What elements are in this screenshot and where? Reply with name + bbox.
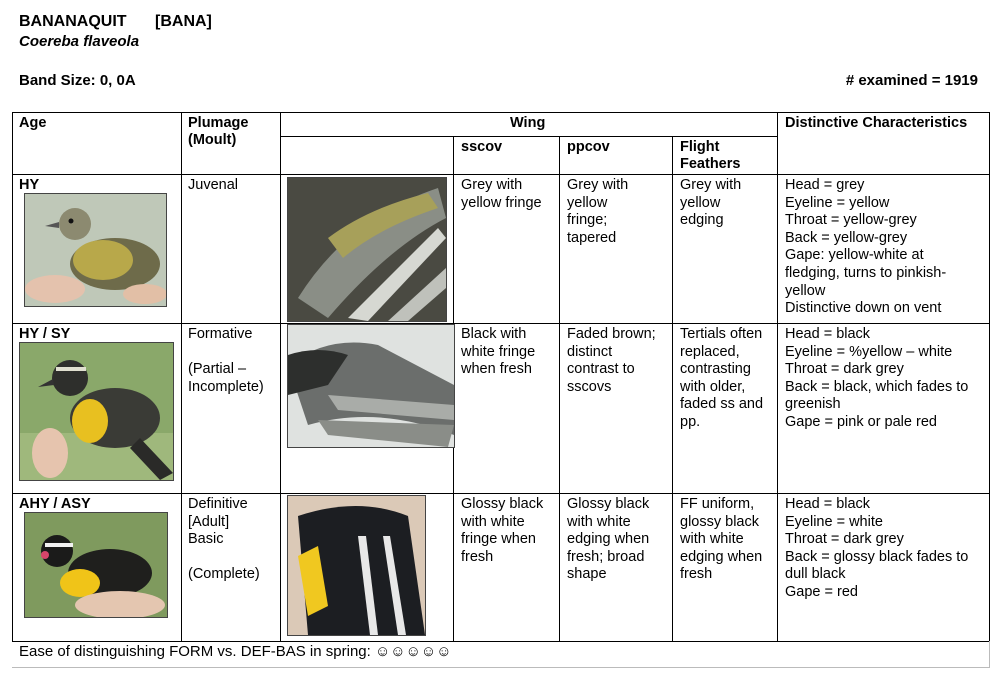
row-hy-sy-sscov: Black with white fringe when fresh	[461, 326, 536, 378]
row-ahy-asy-flight: FF uniform, glossy black with white edging when fresh	[680, 496, 763, 583]
row-hy-sy-plumage: Formative (Partial – Incomplete)	[188, 326, 264, 395]
col-header-distinctive: Distinctive Characteristics	[785, 115, 968, 131]
col-header-ppcov: ppcov	[567, 139, 610, 155]
col-header-wing: Wing	[510, 115, 546, 131]
col-header-plumage: Plumage	[188, 115, 249, 131]
bird-photo-hy	[24, 193, 167, 307]
col-header-flight: Flight	[680, 139, 720, 155]
row-hy-flight: Grey with yellow edging	[680, 177, 742, 229]
row-hy-sy-ppcov: Faded brown; distinct contrast to sscovs	[567, 326, 656, 395]
row-hy-sscov: Grey with yellow fringe	[461, 177, 542, 211]
row-hy-plumage: Juvenal	[188, 177, 238, 193]
ease-rating: Ease of distinguishing FORM vs. DEF-BAS in spring: ☺☺☺☺☺	[19, 643, 452, 660]
row-ahy-asy-plumage: Definitive [Adult] Basic (Complete)	[188, 496, 260, 583]
col-header-age: Age	[19, 115, 47, 131]
examined-count: # examined = 1919	[845, 72, 978, 89]
row-age-ahy-asy: AHY / ASY	[19, 496, 91, 512]
row-age-hy-sy: HY / SY	[19, 326, 71, 342]
row-hy-distinctive: Head = grey Eyeline = yellow Throat = yellow-grey Back = yellow-grey Gape: yellow-white at fledging, turns to pinkish- yellow Distinctive down on vent	[785, 177, 947, 317]
row-ahy-asy-ppcov: Glossy black with white edging when fresh; broad shape	[567, 496, 650, 583]
bird-photo-hy-sy	[19, 342, 174, 481]
col-header-feathers: Feathers	[680, 156, 741, 172]
col-header-sscov: sscov	[461, 139, 503, 155]
footer-edge	[989, 641, 990, 668]
wing-photo-ahy-asy	[287, 495, 426, 636]
col-header-moult: (Moult)	[188, 132, 237, 148]
footer-divider	[12, 667, 990, 668]
scientific-name: Coereba flaveola	[19, 33, 140, 50]
row-hy-sy-flight: Tertials often replaced, contrasting with older, faded ss and pp.	[680, 326, 764, 430]
row-age-hy: HY	[19, 177, 40, 193]
species-code: [BANA]	[155, 13, 212, 30]
row-hy-ppcov: Grey with yellow fringe; tapered	[567, 177, 629, 246]
wing-photo-hy-sy	[287, 324, 455, 448]
row-hy-sy-distinctive: Head = black Eyeline = %yellow – white Throat = dark grey Back = black, which fades to greenish Gape = pink or pale red	[785, 326, 969, 430]
row-ahy-asy-distinctive: Head = black Eyeline = white Throat = dark grey Back = glossy black fades to dull black Gape = red	[785, 496, 969, 600]
wing-photo-hy	[287, 177, 447, 322]
row-ahy-asy-sscov: Glossy black with white fringe when fresh	[461, 496, 544, 565]
band-size: Band Size: 0, 0A	[19, 72, 136, 89]
bird-photo-ahy-asy	[24, 512, 168, 618]
common-name: BANANAQUIT	[19, 13, 127, 30]
